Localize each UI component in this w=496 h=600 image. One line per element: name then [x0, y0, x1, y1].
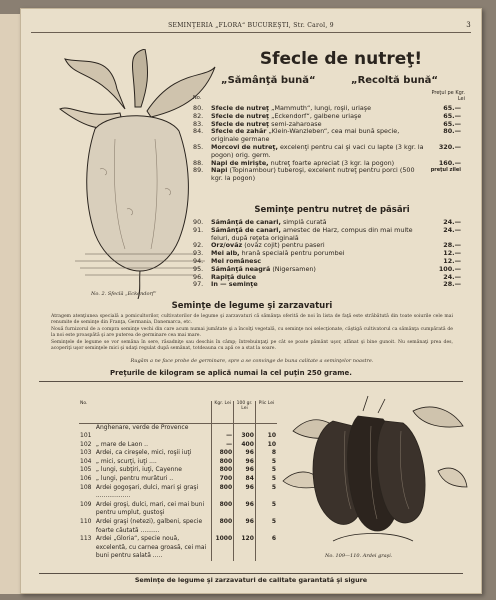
item-no: 83.	[193, 119, 204, 128]
item-price: 100.—	[438, 264, 461, 273]
item-desc: amestec de Harz, compus din mai multe feluri, după reţeta originală	[211, 225, 413, 242]
row-100g-price: 96	[234, 458, 256, 467]
pepper-caption: No. 109—110. Ardei graşi.	[325, 553, 393, 559]
vegetable-paragraph: Seminţele de legume se vor semăna în sere, răsadniţe sau deschis în câmp; întrebuinţaţi pe cât se poate pământ uşor, afânat şi bine gunoit. Nu semănaţi prea des, acoperiţi uşor seminţele mici şi udaţi regulat după semănat, totdeauna cu apă ce a stat la soare.	[51, 340, 453, 351]
table-header-row	[79, 401, 277, 423]
item-name: Morcovi de nutreţ,	[211, 142, 278, 151]
row-packet-price: 5	[255, 475, 277, 484]
item-name: Sămânţă neagră	[211, 264, 271, 273]
table-row	[79, 484, 277, 501]
table-header-kg: Kgr. Lei	[212, 401, 234, 423]
kilogram-price-note: Preţurile de kilogram se aplică numai la cel puţin 250 grame.	[110, 369, 352, 377]
row-100g-price: 96	[234, 501, 256, 518]
item-no: 89.	[193, 166, 204, 175]
row-desc: „ mare de Laon ..	[95, 440, 148, 448]
item-no: 90.	[193, 218, 204, 226]
row-kg-price: 800	[212, 518, 234, 535]
row-kg-price: 700	[212, 475, 234, 484]
birds-section-title: Seminţe pentru nutreţ de păsări	[254, 205, 410, 215]
item-no: 92.	[193, 241, 204, 250]
row-kg-price: 800	[212, 449, 234, 458]
table-row	[79, 458, 277, 467]
item-name: Rapiţă dulce	[211, 272, 257, 281]
section-divider	[39, 381, 463, 382]
item-desc: nutreţ foarte apreciat (3 kgr. la pogon)	[270, 158, 395, 167]
item-desc: simplă curată	[282, 218, 327, 226]
table-row	[79, 475, 277, 484]
item-price: 65.—	[443, 119, 461, 128]
item-desc: „Klein-Wanzleben“, cea mai bună specie, originale germane	[211, 127, 400, 144]
row-kg-price: 800	[212, 501, 234, 518]
row-no	[79, 423, 95, 432]
row-packet-price: 10	[255, 441, 277, 450]
row-desc: Ardei gogoşari, dulci, mari şi graşi ..................	[95, 483, 199, 500]
row-no: 102	[80, 440, 92, 448]
item-no: 82.	[193, 111, 204, 120]
row-desc	[95, 432, 212, 441]
item-no: 96.	[193, 272, 204, 281]
item-name: Sfecle de nutreţ	[211, 119, 270, 128]
item-price: preţul zilei	[430, 167, 461, 174]
row-kg-price: —	[212, 441, 234, 450]
row-packet-price: 10	[255, 432, 277, 441]
running-header	[31, 21, 471, 33]
row-packet-price: 6	[255, 535, 277, 561]
row-kg-price: 800	[212, 458, 234, 467]
table-row	[79, 449, 277, 458]
item-name: Napi	[211, 166, 228, 175]
item-price: 65.—	[443, 104, 461, 112]
row-no: 104	[80, 457, 92, 465]
item-name: Sfecle de nutreţ	[211, 104, 270, 112]
row-desc: Ardei, ca cireşele, mici, roşii iuţi	[95, 449, 192, 457]
table-row	[79, 423, 277, 432]
row-100g-price	[234, 423, 256, 432]
vegetable-paragraph: Nouă furnizorul de a compra seminţe vechi din care acum numai jumătate şi a încolţi vegetală, cu seminţe noi selecţionate, câştigă cultivatorul ca sămânţa cumpărată de la noi este proaspătă şi are puterea de germinare cea mai mare.	[51, 327, 453, 338]
row-kg-price: —	[212, 432, 234, 441]
item-price: 24.—	[443, 272, 461, 281]
row-kg-price: 800	[212, 484, 234, 501]
row-100g-price: 96	[234, 518, 256, 535]
item-no: 94.	[193, 256, 204, 265]
item-desc: (Topinambour) tuberoşi, excelent nutreţ pentru porci (500 kgr. la pogon)	[211, 166, 415, 183]
item-no: 88.	[193, 158, 204, 167]
item-no: 91.	[193, 225, 204, 234]
table-row	[79, 501, 277, 518]
list-item	[193, 281, 461, 289]
item-no: 93.	[193, 249, 204, 258]
table-row	[79, 441, 277, 450]
germination-note: Rugăm a ne face probe de germinare, spre a se convinge de buna calitate a seminţelor noastre.	[130, 358, 374, 364]
row-100g-price: 96	[234, 466, 256, 475]
item-name: Mei românesc	[211, 256, 262, 265]
row-100g-price: 300	[234, 432, 256, 441]
table-row	[79, 466, 277, 475]
item-no: 95.	[193, 264, 204, 273]
row-desc: Anghenare, verde de Provence	[95, 423, 189, 431]
item-desc: semi-zaharoase	[271, 119, 322, 128]
row-no: 105	[80, 466, 92, 474]
beet-caption: No. 2. Sfeclă „Eckendorf“	[91, 291, 157, 297]
running-title: SEMINŢERIA „FLORA“ BUCUREŞTI, Str. Carol, 9	[168, 22, 334, 29]
item-price: 28.—	[443, 241, 461, 250]
row-100g-price: 120	[234, 535, 256, 561]
row-packet-price: 5	[255, 501, 277, 518]
pepper-illustration	[273, 391, 469, 551]
bird-seed-list	[193, 219, 461, 289]
list-item	[193, 167, 461, 183]
item-name: Mei alb,	[211, 249, 240, 258]
table-row	[79, 518, 277, 535]
item-desc: (ovăz cojit) pentru paseri	[244, 241, 325, 250]
row-no: 106	[80, 475, 92, 483]
row-kg-price	[212, 423, 234, 432]
table-row	[79, 432, 277, 441]
item-price: 12.—	[443, 256, 461, 265]
row-no: 108	[80, 483, 92, 491]
main-title: Sfecle de nutreţ!	[259, 49, 423, 69]
row-kg-price: 1000	[212, 535, 234, 561]
column-price-header: Preţul pe Kgr. Lei	[431, 90, 465, 102]
row-packet-price: 5	[255, 484, 277, 501]
row-kg-price: 800	[212, 466, 234, 475]
vegetable-price-table	[79, 401, 277, 561]
vegetable-paragraph: Atragem atenţiunea specială a pomicultorilor, cultivatorilor de legume şi zarzavaturi că sămânţa oferită de noi în lista de faţă este străbătută din toate soiurile cele mai renumite de seminţe din Franţa, Germania, Danemarca, etc.	[51, 314, 453, 325]
item-price: 12.—	[443, 249, 461, 258]
row-desc: „ lungi, pentru murături ..	[95, 475, 174, 483]
vegetable-section-title: Seminţe de legume şi zarzavaturi	[171, 301, 333, 311]
item-no: 84.	[193, 127, 204, 136]
slogan-left: „Sămânţă bună“	[221, 75, 316, 86]
page-number: 3	[466, 21, 471, 29]
item-price: 160.—	[438, 158, 461, 167]
row-no: 109	[80, 500, 92, 508]
table-header-packet: Plic Lei	[255, 401, 277, 423]
item-desc: hrană specială pentru porumbei	[241, 249, 345, 258]
catalog-page	[20, 8, 482, 594]
row-desc: „ mici, scurţi, iuţi ....	[95, 457, 157, 465]
row-100g-price: 96	[234, 484, 256, 501]
row-desc: „ lungi, subţiri, iuţi, Cayenne	[95, 466, 182, 474]
list-item	[193, 128, 461, 144]
row-no: 113	[80, 535, 92, 543]
table-header-desc	[95, 401, 212, 423]
row-100g-price: 84	[234, 475, 256, 484]
row-no: 110	[80, 518, 92, 526]
row-desc: Ardei „Gloria“, specie nouă, excelentă, cu carnea groasă, cei mai buni pentru salată .....	[95, 535, 207, 560]
item-name: Orz/ovăz	[211, 241, 243, 250]
item-name: Sfecle de nutreţ	[211, 111, 270, 120]
item-no: 80.	[193, 104, 204, 112]
row-100g-price: 96	[234, 449, 256, 458]
row-no: 101	[80, 432, 92, 440]
row-desc: Ardei groşi, dulci, mari, cei mai buni pentru umplut, gustoşi	[95, 500, 205, 517]
row-packet-price: 5	[255, 458, 277, 467]
item-price: 80.—	[443, 127, 461, 136]
row-packet-price: 5	[255, 518, 277, 535]
row-packet-price: 8	[255, 449, 277, 458]
row-no: 103	[80, 449, 92, 457]
table-header-no: No.	[79, 401, 95, 423]
item-price: 65.—	[443, 111, 461, 120]
item-desc: (Nigersamen)	[272, 264, 316, 273]
row-100g-price: 400	[234, 441, 256, 450]
item-name: In — seminţe	[211, 280, 258, 289]
item-price: 28.—	[443, 280, 461, 289]
table-row	[79, 535, 277, 561]
item-desc: „Eckendorf“, galbene uriaşe	[271, 111, 362, 120]
item-no: 85.	[193, 142, 204, 151]
item-name: Sfecle de zahăr	[211, 127, 267, 136]
column-no-header: No.	[193, 95, 202, 101]
list-item	[193, 144, 461, 160]
item-name: Napi de mirişte,	[211, 158, 269, 167]
item-price: 24.—	[443, 218, 461, 226]
item-price: 24.—	[443, 225, 461, 234]
page-footer: Seminţe de legume şi zarzavaturi de calitate garantată şi sigure	[39, 573, 463, 584]
row-packet-price: 5	[255, 466, 277, 475]
item-name: Sămânţă de canari,	[211, 225, 281, 234]
item-desc: excelenţi pentru cai şi vaci cu lapte (3 kgr. la pogon) orig. germ.	[211, 142, 424, 159]
slogan-right: „Recoltă bună“	[351, 75, 439, 86]
item-price: 320.—	[438, 142, 461, 151]
list-item	[193, 227, 461, 243]
beet-list	[193, 105, 461, 183]
item-no: 97.	[193, 280, 204, 289]
table-header-100g: 100 gr. Lei	[234, 401, 256, 423]
item-name: Sămânţă de canari,	[211, 218, 281, 226]
item-desc: „Mammuth“, lungi, roşii, uriaşe	[271, 104, 372, 112]
row-desc: Ardei graşi (netezi), galbeni, specie foarte căutată ..........	[95, 518, 203, 534]
